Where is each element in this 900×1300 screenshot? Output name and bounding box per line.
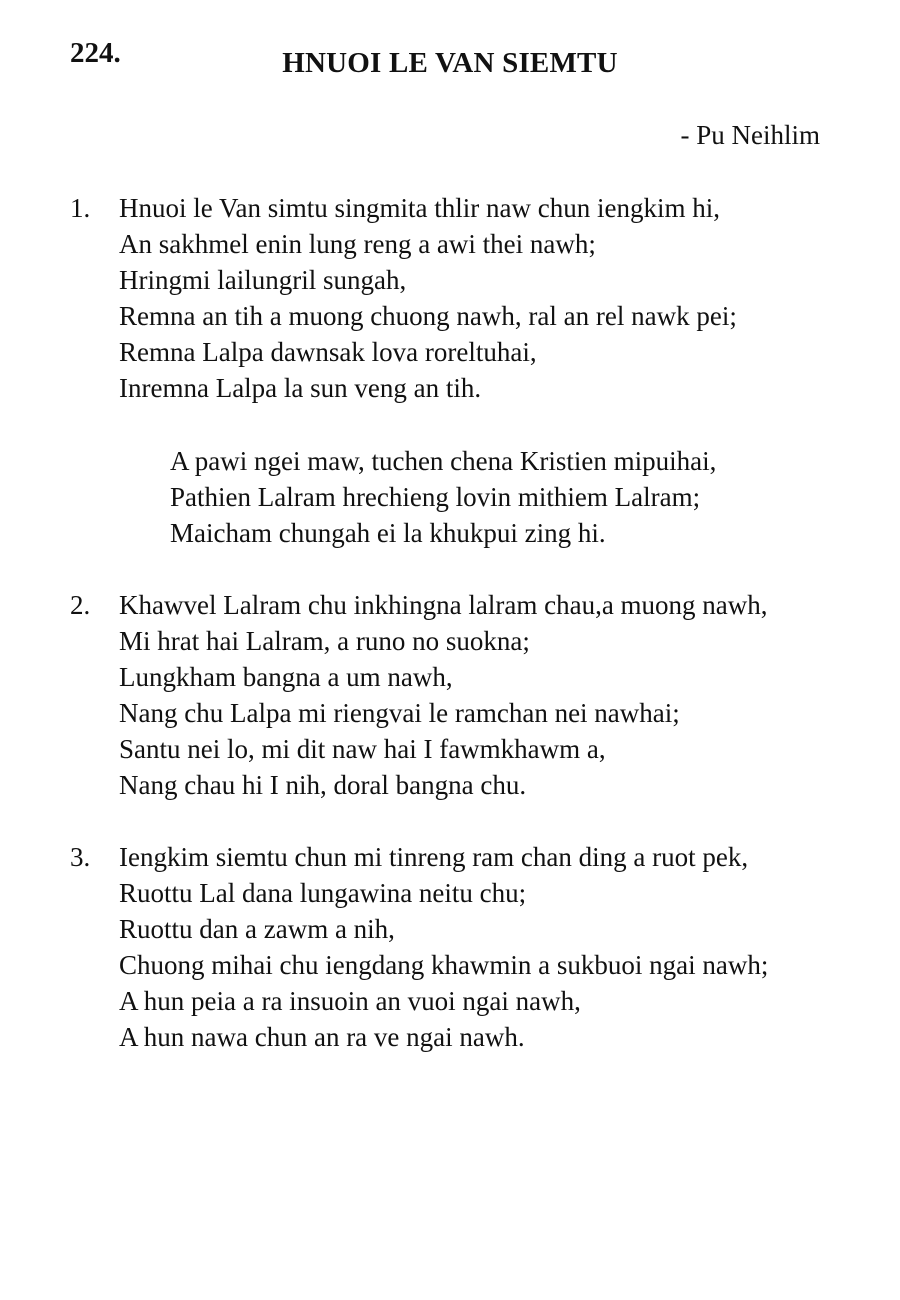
verse-line: A hun nawa chun an ra ve ngai nawh.: [119, 1022, 525, 1052]
verse-line: Nang chau hi I nih, doral bangna chu.: [119, 770, 527, 800]
stanza-2: [70, 587, 768, 803]
verse-line: Chuong mihai chu iengdang khawmin a sukbuoi ngai nawh;: [119, 950, 769, 980]
verse-line: An sakhmel enin lung reng a awi thei nawh;: [119, 229, 596, 259]
stanza-lines: [119, 839, 768, 1055]
stanza-lines: [119, 190, 737, 406]
stanza-number: 3.: [70, 842, 91, 872]
verse-line: Santu nei lo, mi dit naw hai I fawmkhawm a,: [119, 734, 606, 764]
chorus-line: Pathien Lalram hrechieng lovin mithiem Lalram;: [170, 482, 701, 512]
verse-line: Remna Lalpa dawnsak lova roreltuhai,: [119, 337, 537, 367]
verse-line: Ruottu Lal dana lungawina neitu chu;: [119, 878, 527, 908]
hymn-number: 224.: [70, 37, 121, 69]
stanza-number: 1.: [70, 193, 91, 223]
verse-line: Hnuoi le Van simtu singmita thlir naw chun iengkim hi,: [119, 193, 720, 223]
chorus: [170, 443, 716, 551]
chorus-line: A pawi ngei maw, tuchen chena Kristien mipuihai,: [170, 446, 717, 476]
verse-line: A hun peia a ra insuoin an vuoi ngai nawh,: [119, 986, 581, 1016]
verse-line: Lungkham bangna a um nawh,: [119, 662, 453, 692]
verse-line: Iengkim siemtu chun mi tinreng ram chan ding a ruot pek,: [119, 842, 749, 872]
verse-line: Nang chu Lalpa mi riengvai le ramchan nei nawhai;: [119, 698, 680, 728]
verse-line: Hringmi lailungril sungah,: [119, 265, 407, 295]
hymn-author: - Pu Neihlim: [680, 120, 820, 150]
stanza-lines: [119, 587, 768, 803]
hymn-title: HNUOI LE VAN SIEMTU: [282, 47, 618, 79]
verse-line: Inremna Lalpa la sun veng an tih.: [119, 373, 482, 403]
verse-line: Remna an tih a muong chuong nawh, ral an rel nawk pei;: [119, 301, 737, 331]
chorus-line: Maicham chungah ei la khukpui zing hi.: [170, 518, 606, 548]
verse-line: Khawvel Lalram chu inkhingna lalram chau,a muong nawh,: [119, 590, 768, 620]
verse-line: Mi hrat hai Lalram, a runo no suokna;: [119, 626, 530, 656]
stanza-1: [70, 190, 737, 406]
stanza-number: 2.: [70, 590, 91, 620]
verse-line: Ruottu dan a zawm a nih,: [119, 914, 395, 944]
stanza-3: [70, 839, 768, 1055]
